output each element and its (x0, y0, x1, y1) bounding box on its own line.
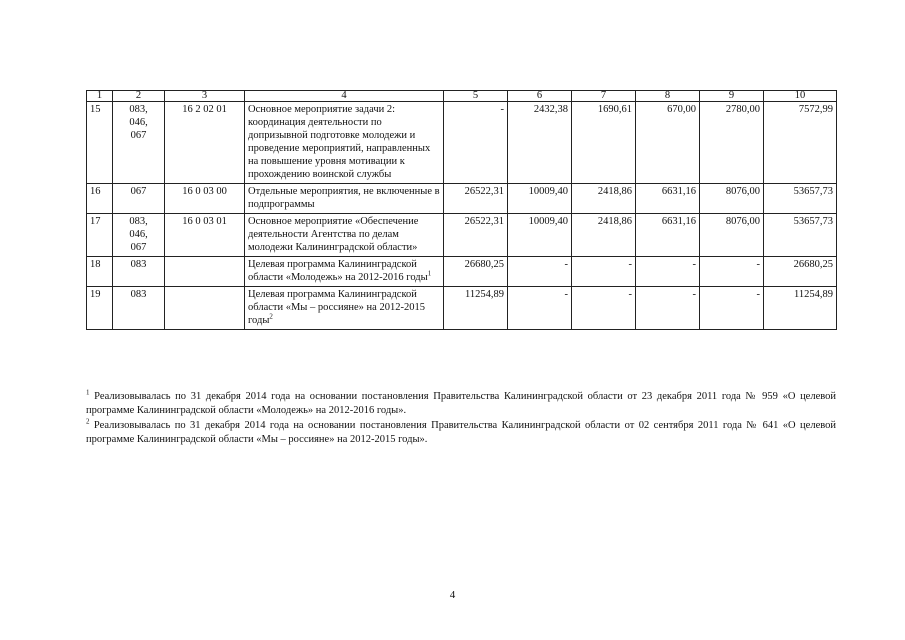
value-cell-col7: - (572, 287, 636, 330)
value-cell-col10: 11254,89 (764, 287, 837, 330)
table-row (87, 102, 837, 184)
column-header-9: 9 (700, 91, 764, 102)
description-cell (245, 214, 444, 257)
value-cell-col10: 7572,99 (764, 102, 837, 184)
budget-code: 046, (129, 229, 148, 240)
value-cell-col6: - (508, 287, 572, 330)
table-row (87, 214, 837, 257)
value-cell-col7: 1690,61 (572, 102, 636, 184)
header-row (87, 91, 837, 102)
description-text: Основное мероприятие «Обеспечение деятельности Агентства по делам молодежи Калининградской области» (248, 216, 419, 253)
value-cell-col8: - (636, 257, 700, 287)
budget-code: 046, (129, 117, 148, 128)
footnote (86, 390, 836, 418)
description-cell (245, 184, 444, 214)
footnotes (86, 390, 836, 448)
column-header-2: 2 (113, 91, 165, 102)
data-table (86, 90, 837, 330)
value-cell-col6: - (508, 257, 572, 287)
row-number-cell: 19 (87, 287, 113, 330)
column-header-7: 7 (572, 91, 636, 102)
footnote (86, 419, 836, 447)
budget-code: 067 (130, 186, 147, 197)
budget-code: 067 (130, 242, 147, 253)
description-text: Целевая программа Калининградской области «Молодежь» на 2012-2016 годы (248, 259, 428, 283)
budget-code: 083, (129, 104, 148, 115)
row-number-cell: 15 (87, 102, 113, 184)
value-cell-col9: 2780,00 (700, 102, 764, 184)
table-row (87, 257, 837, 287)
description-text: Основное мероприятие задачи 2: координация деятельности по допризывной подготовке молодежи и проведение мероприятий, направленных на повышение уровня мотивации к прохождению воинской службы (248, 104, 431, 180)
description-text: Целевая программа Калининградской области «Мы – россияне» на 2012-2015 годы (248, 289, 425, 326)
classification-code-cell: 16 0 03 00 (165, 184, 245, 214)
value-cell-col6: 10009,40 (508, 214, 572, 257)
footnote-text: Реализовывалась по 31 декабря 2014 года на основании постановления Правительства Калининградской области от 23 декабря 2011 года № 959 «О целевой программе Калининградской области «Молодежь» на 2012-2016 годы». (86, 391, 836, 416)
row-number-cell: 16 (87, 184, 113, 214)
value-cell-col6: 10009,40 (508, 184, 572, 214)
value-cell-col10: 53657,73 (764, 184, 837, 214)
budget-code: 083 (130, 289, 147, 300)
footnote-marker: 2 (269, 312, 273, 321)
value-cell-col8: 6631,16 (636, 184, 700, 214)
budget-codes-cell (113, 214, 165, 257)
column-header-3: 3 (165, 91, 245, 102)
budget-codes-cell (113, 184, 165, 214)
value-cell-col5: 26680,25 (444, 257, 508, 287)
footnote-text: Реализовывалась по 31 декабря 2014 года на основании постановления Правительства Калининградской области от 02 сентября 2011 года № 641 «О целевой программе Калининградской области «Мы – россияне» на 2012-2015 годы». (86, 420, 836, 445)
value-cell-col9: 8076,00 (700, 214, 764, 257)
column-header-6: 6 (508, 91, 572, 102)
value-cell-col6: 2432,38 (508, 102, 572, 184)
row-number-cell: 18 (87, 257, 113, 287)
value-cell-col9: 8076,00 (700, 184, 764, 214)
description-cell (245, 257, 444, 287)
budget-codes-cell (113, 287, 165, 330)
value-cell-col5: 26522,31 (444, 184, 508, 214)
value-cell-col8: 670,00 (636, 102, 700, 184)
budget-codes-cell (113, 102, 165, 184)
description-cell (245, 102, 444, 184)
description-text: Отдельные мероприятия, не включенные в подпрограммы (248, 186, 440, 210)
value-cell-col5: 11254,89 (444, 287, 508, 330)
value-cell-col7: 2418,86 (572, 214, 636, 257)
column-header-10: 10 (764, 91, 837, 102)
description-cell (245, 287, 444, 330)
budget-codes-cell (113, 257, 165, 287)
value-cell-col8: 6631,16 (636, 214, 700, 257)
value-cell-col7: 2418,86 (572, 184, 636, 214)
budget-code: 083 (130, 259, 147, 270)
budget-code: 067 (130, 130, 147, 141)
value-cell-col9: - (700, 287, 764, 330)
classification-code-cell (165, 287, 245, 330)
column-header-8: 8 (636, 91, 700, 102)
budget-code: 083, (129, 216, 148, 227)
footnote-mark: 2 (86, 417, 90, 426)
classification-code-cell (165, 257, 245, 287)
value-cell-col5: 26522,31 (444, 214, 508, 257)
table-row (87, 287, 837, 330)
column-header-1: 1 (87, 91, 113, 102)
footnote-marker: 1 (427, 269, 432, 278)
table-row (87, 184, 837, 214)
value-cell-col7: - (572, 257, 636, 287)
classification-code-cell: 16 0 03 01 (165, 214, 245, 257)
value-cell-col5: - (444, 102, 508, 184)
value-cell-col8: - (636, 287, 700, 330)
column-header-5: 5 (444, 91, 508, 102)
page-number: 4 (449, 589, 456, 601)
value-cell-col10: 53657,73 (764, 214, 837, 257)
value-cell-col9: - (700, 257, 764, 287)
classification-code-cell: 16 2 02 01 (165, 102, 245, 184)
row-number-cell: 17 (87, 214, 113, 257)
value-cell-col10: 26680,25 (764, 257, 837, 287)
column-header-4: 4 (245, 91, 444, 102)
footnote-mark: 1 (86, 388, 90, 397)
